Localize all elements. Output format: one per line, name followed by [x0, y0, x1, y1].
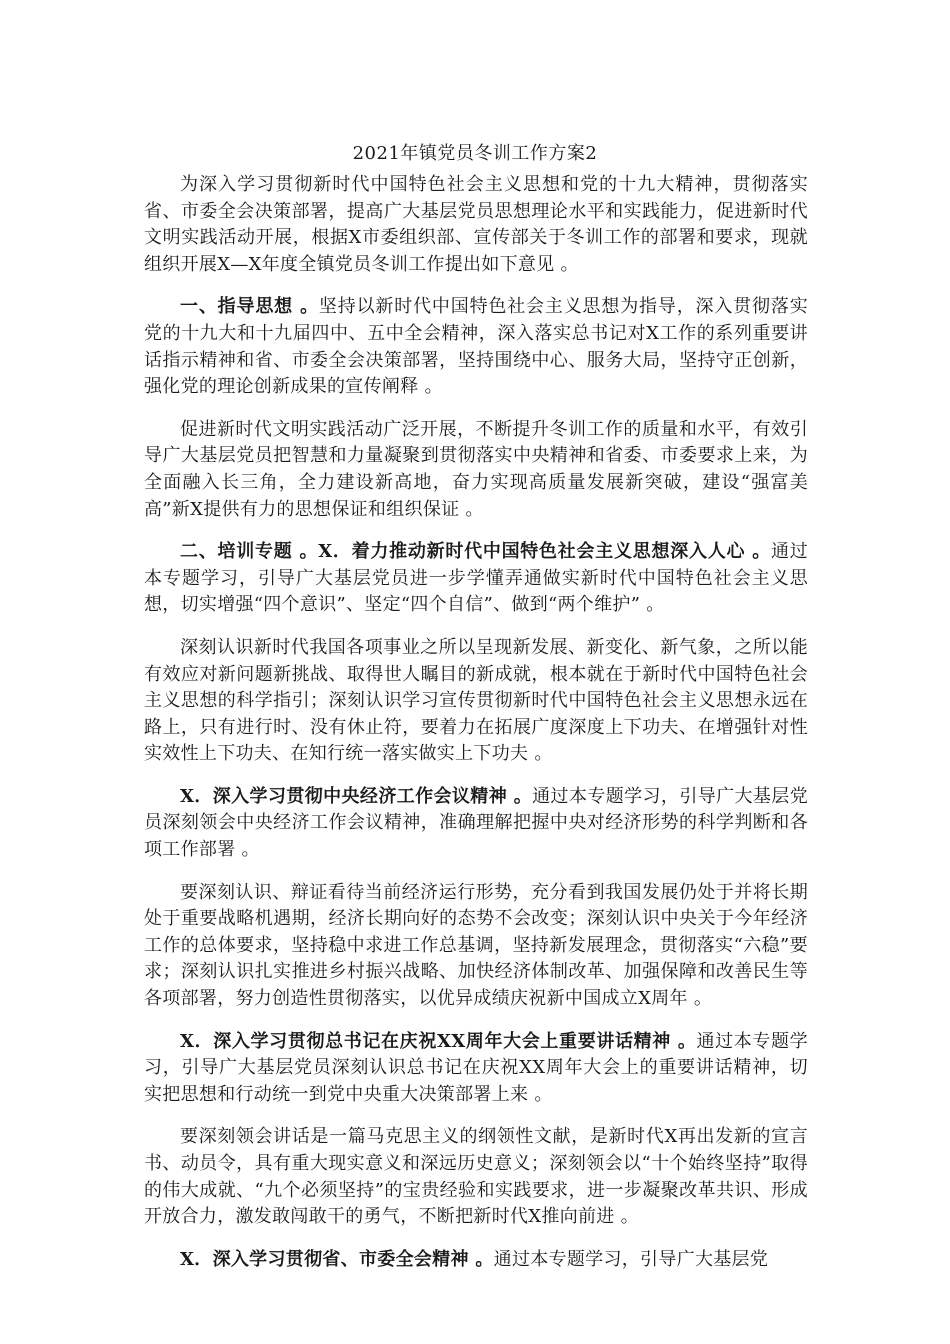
- paragraph-heading: 二、培训专题 。X．着力推动新时代中国特色社会主义思想深入人心 。: [180, 541, 771, 563]
- paragraph-text: 通过本专题学习，引导广大基层党员进一步学懂弄通做实新时代中国特色社会主义思想，切实增强“四个意识”、坚定“四个自信”、做到“两个维护” 。: [144, 541, 808, 616]
- paragraph-heading: X．深入学习贯彻总书记在庆祝XX周年大会上重要讲话精神 。: [180, 1030, 697, 1052]
- paragraph-text: 深刻认识新时代我国各项事业之所以呈现新发展、新变化、新气象，之所以能有效应对新问题新挑战、取得世人瞩目的新成就，根本就在于新时代中国特色社会主义思想的科学指引；深刻认识学习宣传贯彻新时代中国特色社会主义思想永远在路上，只有进行时、没有休止符，要着力在拓展广度深度上下功夫、在增强针对性实效性上下功夫、在知行统一落实做实上下功夫 。: [144, 636, 808, 765]
- paragraph-promote-practice: [144, 417, 808, 523]
- paragraph-training-topics: [144, 539, 808, 619]
- paragraph-text: 通过本专题学习，引导广大基层党员深刻领会中央经济工作会议精神，准确理解把握中央对经济形势的科学判断和各项工作部署 。: [144, 785, 808, 861]
- paragraph-heading: X．深入学习贯彻中央经济工作会议精神 。: [180, 785, 533, 807]
- paragraph-speech-significance: [144, 1124, 808, 1230]
- paragraph-text: 要深刻领会讲话是一篇马克思主义的纲领性文献，是新时代X再出发新的宣言书、动员令，具有重大现实意义和深远历史意义；深刻领会以“十个始终坚持”取得的伟大成就、“九个必须坚持”的宝贵经验和实践要求，进一步凝聚改革共识、形成开放合力，激发敢闯敢干的勇气，不断把新时代X推向前进 。: [144, 1126, 808, 1228]
- paragraph-text: 通过本专题学习，引导广大基层党员深刻认识总书记在庆祝XX周年大会上的重要讲话精神，切实把思想和行动统一到党中央重大决策部署上来 。: [144, 1030, 808, 1105]
- paragraph-text: 促进新时代文明实践活动广泛开展，不断提升冬训工作的质量和水平，有效引导广大基层党员把智慧和力量凝聚到贯彻落实中央精神和省委、市委要求上来，为全面融入长三角，全力建设新高地，奋力实现高质量发展新突破，建设“强富美高”新X提供有力的思想保证和组织保证 。: [144, 418, 808, 520]
- document-body: [144, 172, 808, 1289]
- paragraph-heading: X．深入学习贯彻省、市委全会精神 。: [180, 1248, 494, 1270]
- paragraph-plenary-session: [144, 1247, 808, 1274]
- paragraph-heading: 一、指导思想 。: [180, 296, 319, 318]
- paragraph-text: 通过本专题学习，引导广大基层党: [493, 1248, 769, 1270]
- paragraph-text: 要深刻认识、辩证看待当前经济运行形势，充分看到我国发展仍处于并将长期处于重要战略机遇期，经济长期向好的态势不会改变；深刻认识中央关于今年经济工作的总体要求，坚持稳中求进工作总基调，坚持新发展理念，贯彻落实“六稳”要求；深刻认识扎实推进乡村振兴战略、加快经济体制改革、加强保障和改善民生等各项部署，努力创造性贯彻落实，以优异成绩庆祝新中国成立X周年 。: [144, 881, 808, 1010]
- document-title: 2021年镇党员冬训工作方案2: [352, 143, 598, 164]
- paragraph-deep-understanding: [144, 635, 808, 768]
- paragraph-economic-conference: [144, 784, 808, 864]
- paragraph-text: 为深入学习贯彻新时代中国特色社会主义思想和党的十九大精神，贯彻落实省、市委全会决策部署，提高广大基层党员思想理论水平和实践能力，促进新时代文明实践活动开展，根据X市委组织部、宣传部关于冬训工作的部署和要求，现就组织开展X—X年度全镇党员冬训工作提出如下意见 。: [144, 174, 808, 275]
- paragraph-economic-situation: [144, 880, 808, 1013]
- paragraph-guiding-thought: [144, 294, 808, 400]
- paragraph-intro: [144, 172, 808, 278]
- paragraph-anniversary-speech: [144, 1029, 808, 1109]
- paragraph-text: 坚持以新时代中国特色社会主义思想为指导，深入贯彻落实党的十九大和十九届四中、五中全会精神，深入落实总书记对X工作的系列重要讲话指示精神和省、市委全会决策部署，坚持围绕中心、服务大局，坚持守正创新，强化党的理论创新成果的宣传阐释 。: [144, 296, 808, 398]
